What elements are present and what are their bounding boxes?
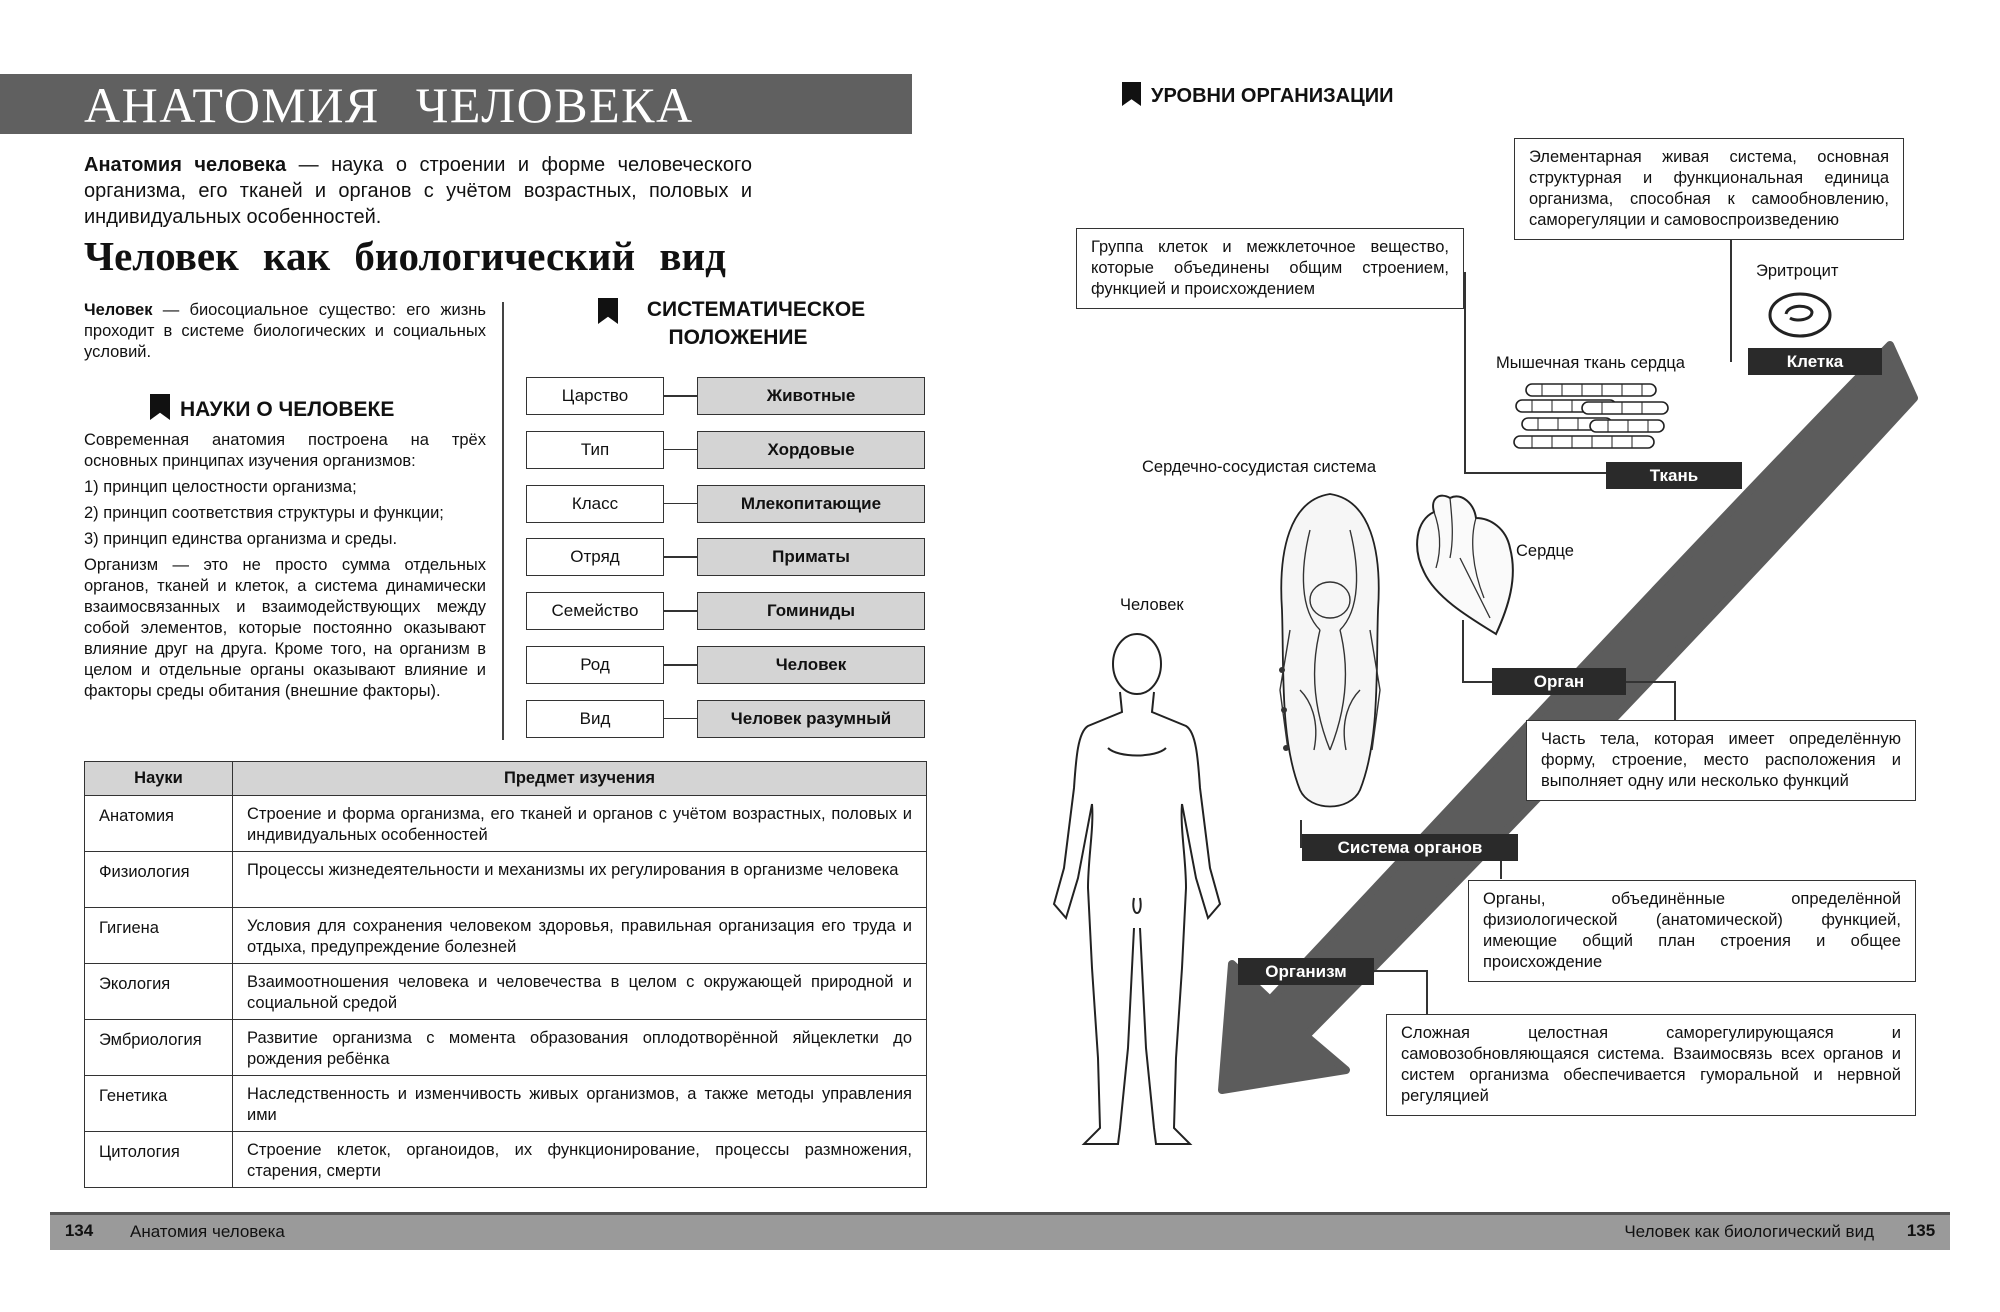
science-cell: Экология xyxy=(85,964,233,1020)
systematics-heading-line2: ПОЛОЖЕНИЕ xyxy=(668,326,808,349)
subject-cell: Процессы жизнедеятельности и механизмы их регулирования в организме человека xyxy=(233,852,927,908)
connector-line xyxy=(1730,240,1732,362)
human-term: Человек xyxy=(84,301,153,319)
subject-cell: Взаимоотношения человека и человечества в целом с окружающей природной и социальной средой xyxy=(233,964,927,1020)
taxonomy-value: Гоминиды xyxy=(697,592,925,630)
subject-cell: Строение и форма организма, его тканей и органов с учётом возрастных, половых и индивидуальных особенностей xyxy=(233,796,927,852)
sciences-heading-text: НАУКИ О ЧЕЛОВЕКЕ xyxy=(180,398,395,421)
taxonomy-value: Хордовые xyxy=(697,431,925,469)
label-cardiovascular: Сердечно-сосудистая система xyxy=(1142,458,1377,476)
taxonomy-rank: Класс xyxy=(526,485,664,523)
cardiovascular-illustration xyxy=(1270,490,1390,820)
taxonomy-rank: Род xyxy=(526,646,664,684)
footer-divider xyxy=(50,1212,1950,1215)
organism-description: Сложная целостная саморегулирующаяся и самовозобновляющаяся система. Взаимосвязь всех органов и систем организма обеспечивается гуморальной и нервной регуляцией xyxy=(1386,1014,1916,1116)
heart-illustration xyxy=(1410,488,1520,638)
science-cell: Анатомия xyxy=(85,796,233,852)
tissue-description: Группа клеток и межклеточное вещество, которые объединены общим строением, функцией и происхождением xyxy=(1076,228,1464,309)
page-number-left: 134 xyxy=(64,1221,94,1240)
intro-text: — наука о строении и форме человеческого организма, его тканей и органов с учётом возрастных, половых и индивидуальных особенностей. xyxy=(84,154,752,228)
science-cell: Цитология xyxy=(85,1132,233,1188)
taxonomy-value: Человек разумный xyxy=(697,700,925,738)
connector-line xyxy=(1464,472,1610,474)
taxonomy-rank: Отряд xyxy=(526,538,664,576)
subject-cell: Строение клеток, органоидов, их функционирование, процессы размножения, старения, смерти xyxy=(233,1132,927,1188)
erythrocyte-illustration xyxy=(1766,290,1834,340)
label-heart: Сердце xyxy=(1516,542,1574,560)
taxonomy-value: Млекопитающие xyxy=(697,485,925,523)
science-cell: Генетика xyxy=(85,1076,233,1132)
sciences-p5: Организм — это не просто сумма отдельных органов, тканей и клеток, а система динамически взаимосвязанных и взаимодействующих между собой элементов, которые постоянно оказывают влияние друг на друга. Кроме того, на организм в целом и отдельные органы оказывают влияние и факторы среды обитания (внешние факторы). xyxy=(84,556,486,700)
label-erythrocyte: Эритроцит xyxy=(1756,262,1839,280)
science-cell: Эмбриология xyxy=(85,1020,233,1076)
connector-line xyxy=(1426,970,1428,1014)
taxonomy-value: Животные xyxy=(697,377,925,415)
page-title: АНАТОМИЯ ЧЕЛОВЕКА xyxy=(84,77,694,133)
cell-description: Элементарная живая система, основная структурная и функциональная единица организма, способная к самообновлению, саморегуляции и самовоспроизведению xyxy=(1514,138,1904,240)
footer-right-text: Человек как биологический вид xyxy=(1624,1222,1874,1241)
science-cell: Гигиена xyxy=(85,908,233,964)
level-tissue: Ткань xyxy=(1606,462,1742,489)
label-muscle-tissue: Мышечная ткань сердца xyxy=(1496,354,1685,372)
taxonomy-value: Приматы xyxy=(697,538,925,576)
organ-description: Часть тела, которая имеет определённую форму, строение, место расположения и выполняет одну или несколько функций xyxy=(1526,720,1916,801)
level-cell: Клетка xyxy=(1748,348,1882,375)
level-organ: Орган xyxy=(1492,668,1626,695)
subject-cell: Развитие организма с момента образования оплодотворённой яйцеклетки до рождения ребёнка xyxy=(233,1020,927,1076)
system-description: Органы, объединённые определённой физиологической (анатомической) функцией, имеющие общий план строения и общее происхождение xyxy=(1468,880,1916,982)
connector-line xyxy=(1464,272,1466,472)
sciences-p4: 3) принцип единства организма и среды. xyxy=(84,530,398,548)
human-figure-illustration xyxy=(1048,628,1226,1158)
section-title: Человек как биологический вид xyxy=(84,233,726,279)
level-organ-system: Система органов xyxy=(1302,834,1518,861)
footer-left-text: Анатомия человека xyxy=(130,1222,285,1241)
science-cell: Физиология xyxy=(85,852,233,908)
level-organism: Организм xyxy=(1238,958,1374,985)
subject-cell: Условия для сохранения человеком здоровья, правильная организация его труда и отдыха, предупреждение болезней xyxy=(233,908,927,964)
label-human: Человек xyxy=(1120,596,1184,614)
taxonomy-rank: Тип xyxy=(526,431,664,469)
systematics-heading-line1: СИСТЕМАТИЧЕСКОЕ xyxy=(646,298,866,321)
levels-heading-text: УРОВНИ ОРГАНИЗАЦИИ xyxy=(1151,85,1394,107)
taxonomy-rank: Вид xyxy=(526,700,664,738)
intro-term: Анатомия человека xyxy=(84,154,287,176)
taxonomy-value: Человек xyxy=(697,646,925,684)
sciences-p1: Современная анатомия построена на трёх основных принципах изучения организмов: xyxy=(84,431,486,470)
human-text: — биосоциальное существо: его жизнь проходит в системе биологических и социальных условий. xyxy=(84,301,486,361)
page-number-right: 135 xyxy=(1906,1221,1936,1240)
table-header: Науки xyxy=(85,762,233,796)
taxonomy-rank: Семейство xyxy=(526,592,664,630)
sciences-p3: 2) принцип соответствия структуры и функции; xyxy=(84,504,444,522)
sciences-p2: 1) принцип целостности организма; xyxy=(84,478,357,496)
muscle-tissue-illustration xyxy=(1512,380,1672,454)
table-header: Предмет изучения xyxy=(233,762,927,796)
taxonomy-rank: Царство xyxy=(526,377,664,415)
subject-cell: Наследственность и изменчивость живых организмов, а также методы управления ими xyxy=(233,1076,927,1132)
